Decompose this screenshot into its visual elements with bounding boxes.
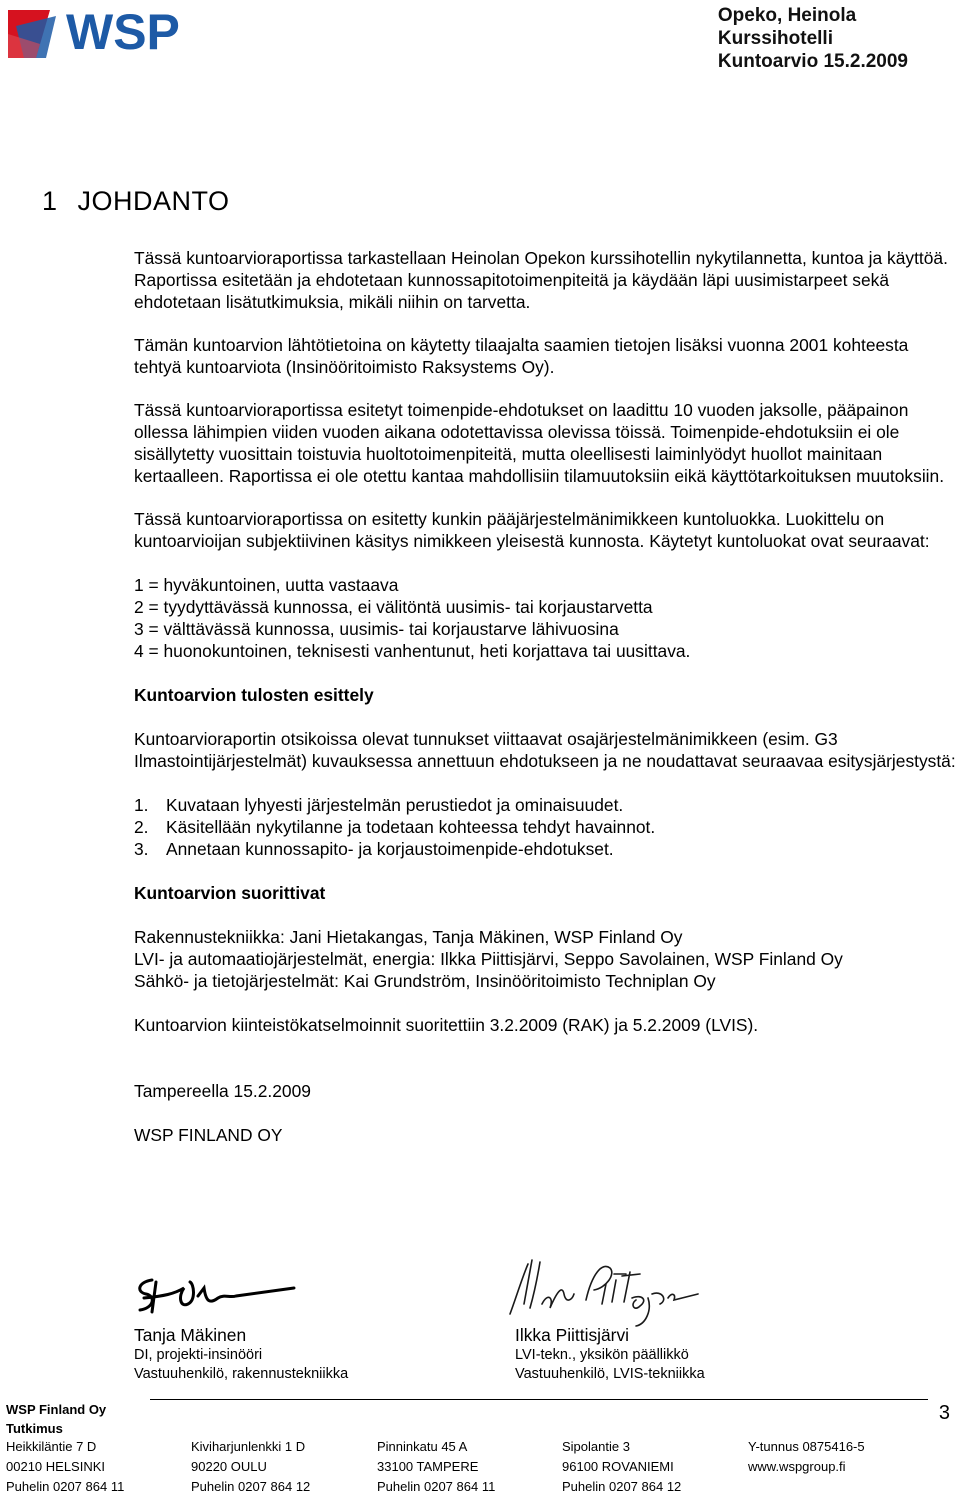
- wsp-logo: [6, 4, 206, 60]
- main-content: [134, 247, 960, 1146]
- section-heading: JOHDANTO: [77, 186, 230, 216]
- footer-unit: Tutkimus: [6, 1421, 63, 1436]
- header-report-date: Kuntoarvio 15.2.2009: [717, 51, 908, 72]
- section-number: 1: [42, 186, 58, 216]
- wsp-logo-mark: [6, 4, 206, 60]
- results-step: 2. Käsitellään nykytilanne ja todetaan kohteessa tehdyt havainnot.: [134, 817, 656, 837]
- condition-class-list: [134, 574, 960, 662]
- signatory-name: Ilkka Piittisjärvi: [515, 1325, 630, 1345]
- performer-line: Sähkö- ja tietojärjestelmät: Kai Grundström, Insinööritoimisto Techniplan Oy: [134, 971, 716, 991]
- document-header: [718, 4, 908, 73]
- footer-office-oulu: Kiviharjunlenkki 1 D 90220 OULU Puhelin 0207 864 12: [191, 1439, 311, 1494]
- condition-class: 3 = välttävässä kunnossa, uusimis- tai korjaustarve lähivuosina: [134, 619, 619, 639]
- signature-piittisjarvi: [502, 1254, 722, 1332]
- footer-company: WSP Finland Oy: [6, 1402, 107, 1417]
- footer-office-tampere: Pinninkatu 45 A 33100 TAMPERE Puhelin 0207 864 11: [377, 1439, 496, 1494]
- inspection-dates: Kuntoarvion kiinteistökatselmoinnit suoritettiin 3.2.2009 (RAK) ja 5.2.2009 (LVIS).: [134, 1015, 759, 1035]
- paragraph-scope: Tässä kuntoarvioraportissa esitetyt toimenpide-ehdotukset on laadittu 10 vuoden jaksolle, pääpainon ollessa lähimpien viiden vuoden aikana odotettavissa olevissa töissä. Toimenpide-ehdotuksiin ei ole sisällytetty vuosittain toistuvia huoltotoimenpiteitä, mutta oleellisesti laiminlyödyt huollot mainitaan kertaalleen. Raportissa ei ole otettu kantaa mahdollisiin tilamuutoksiin eikä käyttötarkoituksen muutoksiin.: [134, 400, 945, 486]
- header-building: Kurssihotelli: [717, 28, 833, 49]
- signatory-title: DI, projekti-insinööri: [134, 1347, 263, 1363]
- condition-class: 1 = hyväkuntoinen, uutta vastaava: [134, 575, 399, 595]
- results-step: 1. Kuvataan lyhyesti järjestelmän perustiedot ja ominaisuudet.: [134, 795, 624, 815]
- paragraph-sources: Tämän kuntoarvion lähtötietoina on käytetty tilaajalta saamien tietojen lisäksi vuonna 2001 kohteesta tehtyä kuntoarviota (Insinööritoimisto Raksystems Oy).: [134, 335, 909, 377]
- results-step: 3. Annetaan kunnossapito- ja korjaustoimenpide-ehdotukset.: [134, 839, 614, 859]
- place-date: Tampereella 15.2.2009: [134, 1081, 311, 1101]
- performer-line: Rakennustekniikka: Jani Hietakangas, Tanja Mäkinen, WSP Finland Oy: [134, 927, 683, 947]
- page-number: 3: [938, 1402, 950, 1424]
- results-text: Kuntoarvioraportin otsikoissa olevat tunnukset viittaavat osajärjestelmänimikkeen (esim. G3 Ilmastointijärjestelmät) kuvauksessa annettuun ehdotukseen ja ne noudattavat seuraavaa esitysjärjestystä:: [134, 729, 956, 771]
- signature-makinen: [134, 1268, 299, 1320]
- performer-line: LVI- ja automaatiojärjestelmät, energia: Ilkka Piittisjärvi, Seppo Savolainen, WSP Finland Oy: [134, 949, 843, 969]
- section-title: [42, 186, 230, 217]
- footer: [6, 1400, 954, 1438]
- signatory-title: LVI-tekn., yksikön päällikkö: [515, 1347, 689, 1363]
- website-link[interactable]: www.wspgroup.fi: [748, 1459, 846, 1474]
- results-heading: Kuntoarvion tulosten esittely: [134, 685, 374, 705]
- signatory-block: [515, 1324, 705, 1384]
- results-step-list: [134, 794, 960, 860]
- condition-class: 2 = tyydyttävässä kunnossa, ei välitöntä uusimis- tai korjaustarvetta: [134, 597, 653, 617]
- footer-office-rovaniemi: Sipolantie 3 96100 ROVANIEMI Puhelin 0207 864 12: [562, 1439, 682, 1494]
- logo-text: WSP: [66, 4, 180, 60]
- performers-heading: Kuntoarvion suorittivat: [134, 883, 326, 903]
- footer-office-helsinki: Heikkiläntie 7 D 00210 HELSINKI Puhelin 0207 864 11: [6, 1439, 125, 1494]
- paragraph-classes: Tässä kuntoarvioraportissa on esitetty kunkin pääjärjestelmänimikkeen kuntoluokka. Luokittelu on kuntoarvioijan subjektiivinen käsitys nimikkeen yleisestä kunnosta. Käytetyt kuntoluokat ovat seuraavat:: [134, 509, 930, 551]
- signatory-role: Vastuuhenkilö, LVIS-tekniikka: [515, 1366, 705, 1382]
- signatory-role: Vastuuhenkilö, rakennustekniikka: [134, 1366, 349, 1382]
- company-name: WSP FINLAND OY: [134, 1125, 283, 1145]
- footer-company-ids: Y-tunnus 0875416-5 www.wspgroup.fi: [748, 1437, 865, 1477]
- signatory-name: Tanja Mäkinen: [134, 1325, 247, 1345]
- paragraph-intro: Tässä kuntoarvioraportissa tarkastellaan Heinolan Opekon kurssihotellin nykytilannetta, kuntoa ja käyttöä. Raportissa esitetään ja ehdotetaan kunnossapitotoimenpiteitä ja käydään läpi uusimistarpeet sekä ehdotetaan lisätutkimuksia, mikäli niihin on tarvetta.: [134, 248, 948, 312]
- signatory-block: [134, 1324, 348, 1384]
- header-project: Opeko, Heinola: [717, 5, 857, 26]
- condition-class: 4 = huonokuntoinen, teknisesti vanhentunut, heti korjattava tai uusittava.: [134, 641, 691, 661]
